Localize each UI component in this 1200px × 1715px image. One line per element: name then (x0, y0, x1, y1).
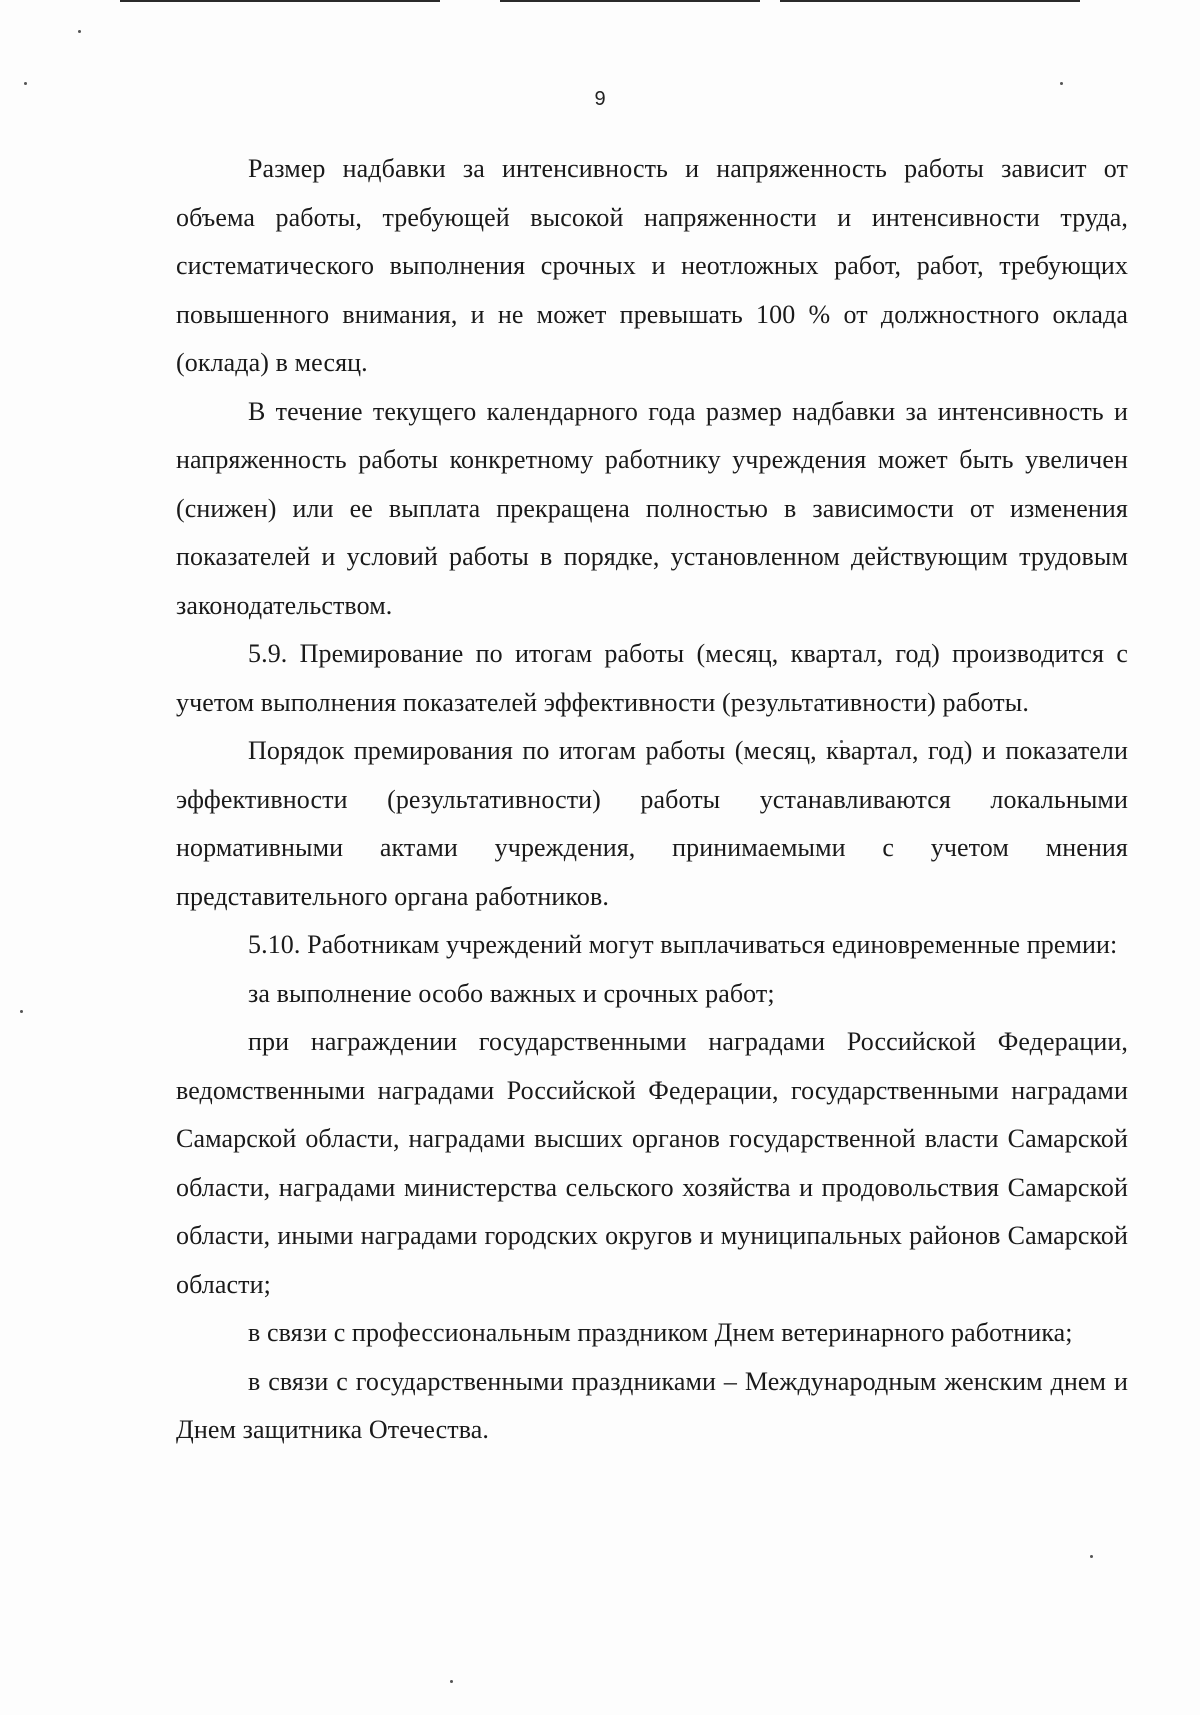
scan-speck (24, 82, 27, 85)
scan-speck (20, 1010, 23, 1013)
scan-speck (450, 1680, 453, 1683)
list-item-professional-holiday: в связи с профессиональным праздником Днем ветеринарного работника; (248, 1318, 1073, 1347)
paragraph-bonus-procedure: Порядок премирования по итогам работы (месяц, квартал, год) и показатели эффективности (результативности) работы устанавливаются локальными нормативными актами учреждения, принимаемыми с учетом мнения представительного органа работников. (176, 736, 1128, 911)
scan-top-edge-line (780, 0, 1080, 2)
scan-top-edge-line (500, 0, 760, 2)
scan-speck (78, 30, 81, 33)
paragraph-clause-5-10: 5.10. Работникам учреждений могут выплачиваться единовременные премии: (248, 930, 1118, 959)
list-item-urgent-work: за выполнение особо важных и срочных работ; (248, 978, 775, 1008)
page-number: 9 (594, 88, 606, 110)
list-item-state-awards: при награждении государственными наградами Российской Федерации, ведомственными наградами Российской Федерации, государственными наградами Самарской области, наградами высших органов государственной власти Самарской области, наградами министерства сельского хозяйства и продовольствия Самарской области, иными наградами городских округов и муниципальных районов Самарской области; (176, 1027, 1128, 1299)
document-body (176, 145, 1128, 1455)
paragraph-bonus-size: Размер надбавки за интенсивность и напряженность работы зависит от объема работы, требующей высокой напряженности и интенсивности труда, систематического выполнения срочных и неотложных работ, работ, требующих повышенного внимания, и не может превышать 100 % от должностного оклада (оклада) в месяц. (176, 154, 1128, 377)
scan-speck (1060, 82, 1063, 85)
scan-top-edge-line (120, 0, 440, 2)
paragraph-bonus-change: В течение текущего календарного года размер надбавки за интенсивность и напряженность работы конкретному работнику учреждения может быть увеличен (снижен) или ее выплата прекращена полностью в зависимости от изменения показателей и условий работы в порядке, установленном действующим трудовым законодательством. (176, 396, 1128, 620)
list-item-state-holidays: в связи с государственными праздниками – Международным женским днем и Днем защитника Отечества. (176, 1366, 1128, 1444)
scan-speck (1090, 1555, 1093, 1558)
paragraph-clause-5-9: 5.9. Премирование по итогам работы (месяц, квартал, год) производится с учетом выполнения показателей эффективности (результативности) работы. (176, 639, 1128, 717)
